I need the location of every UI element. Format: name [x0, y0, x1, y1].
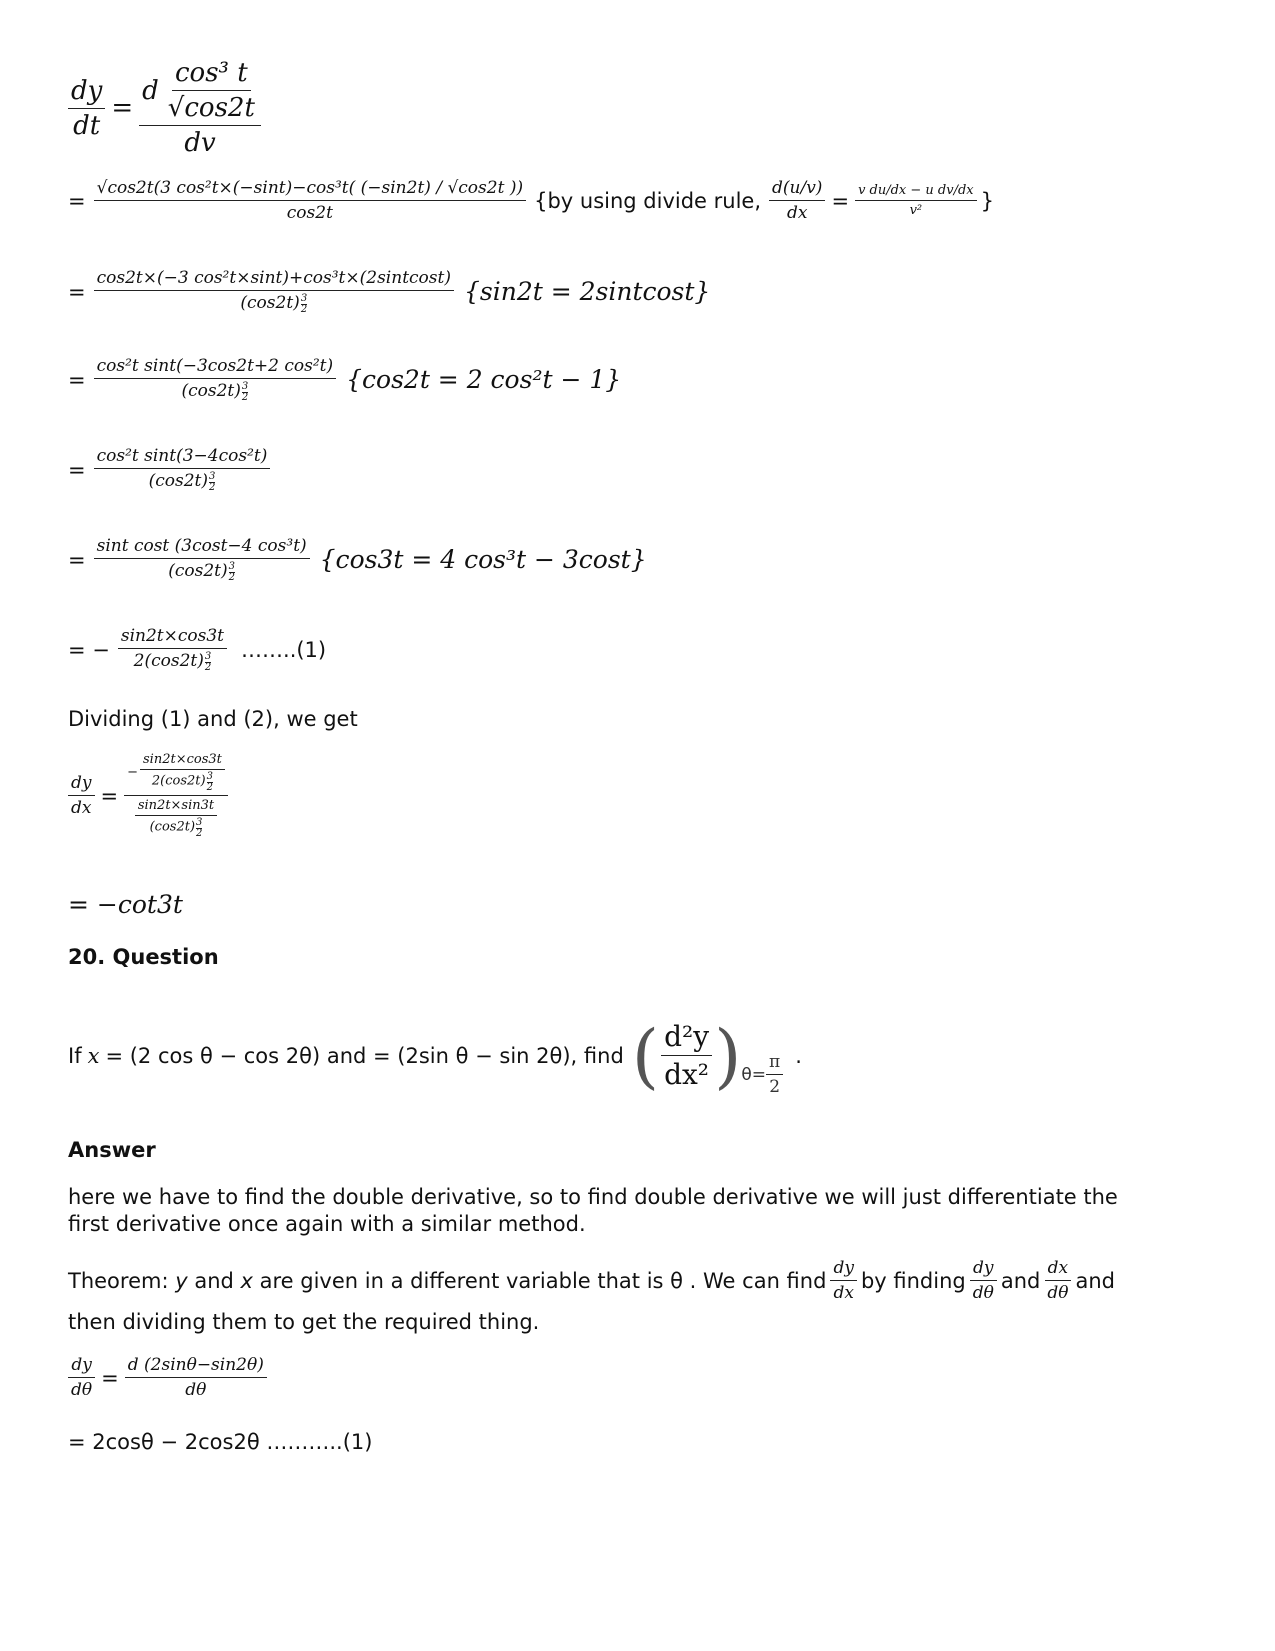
- minus-sign: −: [127, 765, 139, 780]
- equals-sign: =: [831, 188, 850, 213]
- frac-denominator: dv: [184, 128, 216, 158]
- exponent-numerator: 3: [206, 771, 213, 782]
- frac-denominator: dx²: [664, 1058, 710, 1091]
- answer-heading: Answer: [68, 1138, 156, 1162]
- exponent-numerator: 3: [196, 817, 203, 828]
- frac-denominator: (cos2t): [149, 819, 196, 835]
- question-text: [68, 993, 802, 1118]
- frac-denominator: dθ: [185, 1380, 207, 1400]
- frac-denominator: dx: [833, 1283, 854, 1303]
- left-paren: (: [631, 1015, 660, 1097]
- note-divide-rule: {by using divide rule,: [534, 188, 762, 213]
- frac-denominator: cos2t: [286, 203, 333, 223]
- equals-sign: =: [68, 279, 86, 304]
- result-cot3t: = −cot3t: [68, 890, 183, 919]
- equation-step-6: [68, 626, 326, 673]
- d-operator: d: [142, 75, 159, 106]
- frac-denominator: dθ: [71, 1380, 93, 1400]
- frac-numerator: dy: [68, 773, 95, 796]
- frac-numerator: sin2t×cos3t: [140, 752, 225, 770]
- frac-denominator: dx: [786, 203, 808, 223]
- question-middle: = (2 cos θ − cos 2θ) and = (2sin θ − sin 2θ), find: [105, 1043, 624, 1068]
- answer-paragraph: here we have to find the double derivative, so to find double derivative we will just differentiate the first derivative once again with a similar method.: [68, 1185, 1118, 1236]
- frac-denominator: (cos2t): [168, 561, 228, 581]
- frac-numerator: d (2sinθ−sin2θ): [125, 1355, 267, 1378]
- frac-numerator: v du/dx − u dv/dx: [855, 183, 977, 201]
- equation-tag: ……..(1): [241, 637, 327, 662]
- frac-denominator: v²: [909, 203, 923, 218]
- equals-sign: =: [111, 93, 134, 123]
- exponent-numerator: 3: [300, 293, 308, 305]
- exponent-numerator: 3: [228, 561, 236, 573]
- exponent-denominator: 2: [196, 828, 203, 839]
- equation-step-2: [68, 268, 710, 315]
- equation-dy-dx: [68, 752, 228, 839]
- frac-numerator: √cos2t(3 cos²t×(−sint)−cos³t( (−sin2t) / √cos2t )): [94, 178, 526, 201]
- frac-numerator: sint cost (3cost−4 cos³t): [94, 536, 310, 559]
- closing-brace: }: [980, 188, 995, 213]
- dividing-text: Dividing (1) and (2), we get: [68, 707, 358, 731]
- exponent-denominator: 2: [300, 304, 308, 316]
- equation-step-3: [68, 356, 621, 403]
- frac-numerator: cos²t sint(3−4cos²t): [94, 446, 271, 469]
- evaluation-subscript: θ= $\frac{\pi}{2}$: [741, 1052, 783, 1097]
- frac-denominator: dθ: [972, 1283, 994, 1303]
- frac-numerator: dy: [68, 1355, 95, 1378]
- equation-dy-dt: [68, 58, 261, 158]
- equals-minus-sign: = −: [68, 637, 110, 662]
- frac-denominator: √cos2t: [167, 93, 255, 123]
- exponent-numerator: 3: [204, 651, 212, 663]
- frac-numerator: dy: [830, 1258, 857, 1281]
- frac-numerator: dy: [970, 1258, 997, 1281]
- equation-dy-dtheta: [68, 1355, 267, 1400]
- identity-note: {cos2t = 2 cos²t − 1}: [346, 365, 622, 395]
- equals-sign: =: [68, 547, 86, 572]
- exponent-numerator: 3: [209, 471, 216, 483]
- equals-sign: =: [68, 188, 86, 213]
- equation-step-5: [68, 536, 647, 583]
- frac-denominator: dt: [73, 110, 101, 141]
- frac-denominator: 2(cos2t): [133, 651, 204, 671]
- equation-step-4: [68, 446, 270, 493]
- variable-x: x: [240, 1268, 253, 1293]
- period: .: [795, 1043, 802, 1068]
- result-line-1: = 2cosθ − 2cos2θ ………..(1): [68, 1430, 373, 1454]
- question-heading: 20. Question: [68, 945, 219, 969]
- question-prefix: If: [68, 1043, 82, 1068]
- theorem-line: Theorem: y and x are given in a different variable that is θ . We can find $\frac{dy}{dx}$ by finding $\frac{dy}{d\theta}$ and $\frac{dx}{d\theta}$ and: [68, 1258, 1115, 1303]
- frac-numerator: cos³ t: [172, 58, 251, 91]
- equals-sign: =: [68, 457, 86, 482]
- identity-note: {sin2t = 2sintcost}: [463, 277, 711, 307]
- frac-numerator: sin2t×cos3t: [118, 626, 227, 649]
- frac-denominator: dx: [71, 798, 92, 818]
- equals-sign: =: [100, 783, 119, 808]
- frac-denominator: (cos2t): [148, 471, 208, 491]
- equals-sign: =: [68, 367, 86, 392]
- frac-denominator: (cos2t): [181, 381, 241, 401]
- frac-numerator: d²y: [661, 1020, 712, 1056]
- right-paren: ): [714, 1015, 742, 1097]
- identity-note: {cos3t = 4 cos³t − 3cost}: [319, 545, 647, 575]
- equation-step-1: [68, 178, 994, 223]
- frac-numerator: cos²t sint(−3cos2t+2 cos²t): [94, 356, 337, 379]
- frac-denominator: (cos2t): [240, 293, 300, 313]
- frac-denominator: dθ: [1047, 1283, 1069, 1303]
- theorem-line-2: then dividing them to get the required thing.: [68, 1310, 540, 1334]
- exponent-denominator: 2: [241, 392, 249, 404]
- exponent-denominator: 2: [209, 482, 216, 494]
- exponent-numerator: 3: [241, 381, 249, 393]
- exponent-denominator: 2: [206, 782, 213, 793]
- frac-numerator: d(u/v): [769, 178, 825, 201]
- second-derivative-expression: [631, 1015, 802, 1097]
- frac-numerator: dx: [1045, 1258, 1071, 1281]
- equals-sign: =: [101, 1365, 119, 1390]
- frac-numerator: cos2t×(−3 cos²t×sint)+cos³t×(2sintcost): [94, 268, 454, 291]
- variable-y: y: [175, 1268, 188, 1293]
- frac-numerator: dy: [68, 76, 105, 109]
- exponent-denominator: 2: [204, 662, 212, 674]
- frac-denominator: 2(cos2t): [151, 773, 206, 789]
- exponent-denominator: 2: [228, 572, 236, 584]
- variable-x: 𝑥: [87, 1043, 100, 1068]
- frac-numerator: sin2t×sin3t: [135, 798, 217, 816]
